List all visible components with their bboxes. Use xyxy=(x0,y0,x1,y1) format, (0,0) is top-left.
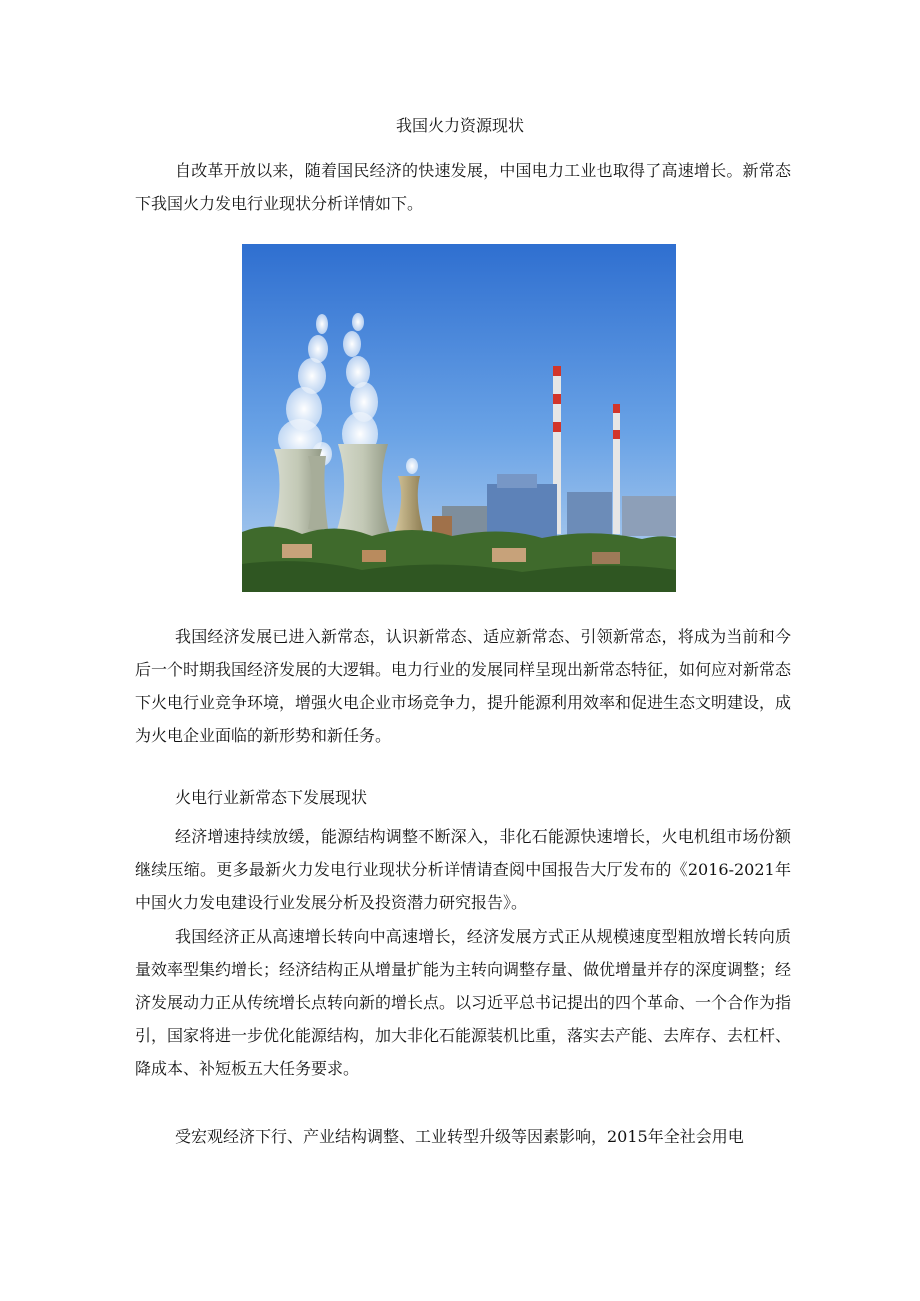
paragraph-electricity-2015: 受宏观经济下行、产业结构调整、工业转型升级等因素影响，2015年全社会用电 xyxy=(175,1127,744,1146)
document-title: 我国火力资源现状 xyxy=(395,116,524,135)
paragraph-economy-transition: 我国经济正从高速增长转向中高速增长，经济发展方式正从规模速度型粗放增长转向质量效率型集约增长；经济结构正从增量扩能为主转向调整存量、做优增量并存的深度调整；经济发展动力正从传统增长点转向新的增长点。以习近平总书记提出的四个革命、一个合作为指引，国家将进一步优化能源结构，加大非化石能源装机比重，落实去产能、去库存、去杠杆、降成本、补短板五大任务要求。 xyxy=(135,927,792,1078)
power-plant-photo xyxy=(242,244,676,592)
paragraph-new-normal: 我国经济发展已进入新常态，认识新常态、适应新常态、引领新常态，将成为当前和今后一个时期我国经济发展的大逻辑。电力行业的发展同样呈现出新常态特征，如何应对新常态下火电行业竞争环境，增强火电企业市场竞争力，提升能源利用效率和促进生态文明建设，成为火电企业面临的新形势和新任务。 xyxy=(135,627,792,745)
paragraph-market-share: 经济增速持续放缓，能源结构调整不断深入，非化石能源快速增长，火电机组市场份额继续压缩。更多最新火力发电行业现状分析详情请查阅中国报告大厅发布的《2016-2021年中国火力发电建设行业发展分析及投资潜力研究报告》。 xyxy=(135,827,791,912)
paragraph-intro: 自改革开放以来，随着国民经济的快速发展，中国电力工业也取得了高速增长。新常态下我国火力发电行业现状分析详情如下。 xyxy=(135,161,791,213)
section-heading: 火电行业新常态下发展现状 xyxy=(175,788,368,807)
